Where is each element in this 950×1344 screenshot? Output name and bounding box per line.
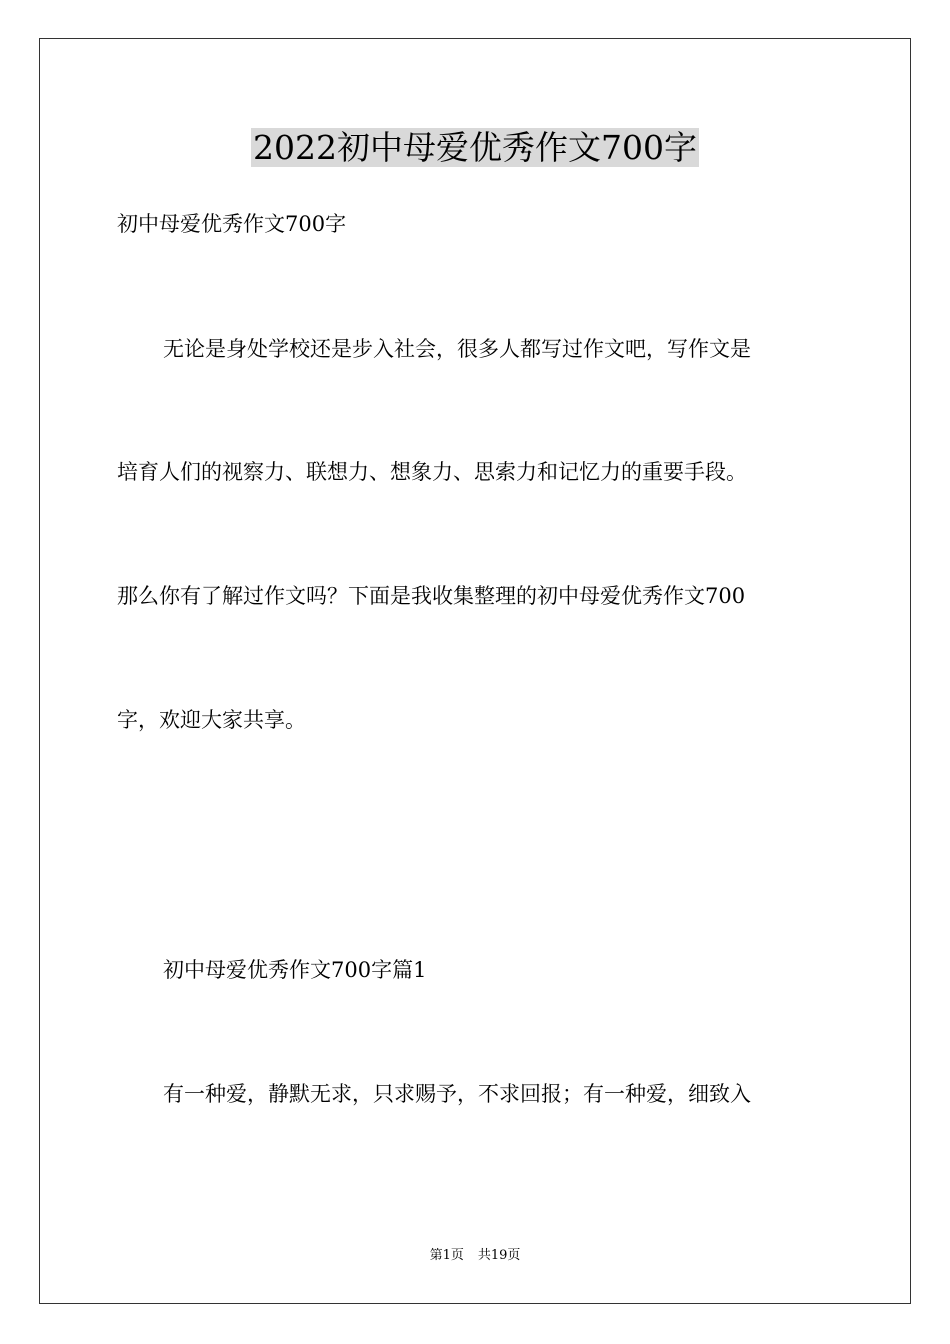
paragraph-line: 那么你有了解过作文吗？下面是我收集整理的初中母爱优秀作文700	[117, 584, 746, 608]
paragraph-line: 无论是身处学校还是步入社会，很多人都写过作文吧，写作文是	[163, 337, 751, 361]
section-heading: 初中母爱优秀作文700字篇1	[163, 958, 427, 982]
paragraph-line: 有一种爱，静默无求，只求赐予，不求回报；有一种爱，细致入	[163, 1082, 751, 1106]
page-total: 共19页	[477, 1248, 521, 1263]
document-title-text: 2022初中母爱优秀作文700字	[253, 128, 697, 167]
paragraph-line: 字，欢迎大家共享。	[117, 708, 306, 732]
document-title	[0, 124, 950, 172]
document-subtitle: 初中母爱优秀作文700字	[117, 212, 347, 236]
page-number: 第1页	[429, 1248, 464, 1263]
paragraph-line: 培育人们的视察力、联想力、想象力、思索力和记忆力的重要手段。	[117, 460, 747, 484]
page-footer	[0, 1246, 950, 1266]
